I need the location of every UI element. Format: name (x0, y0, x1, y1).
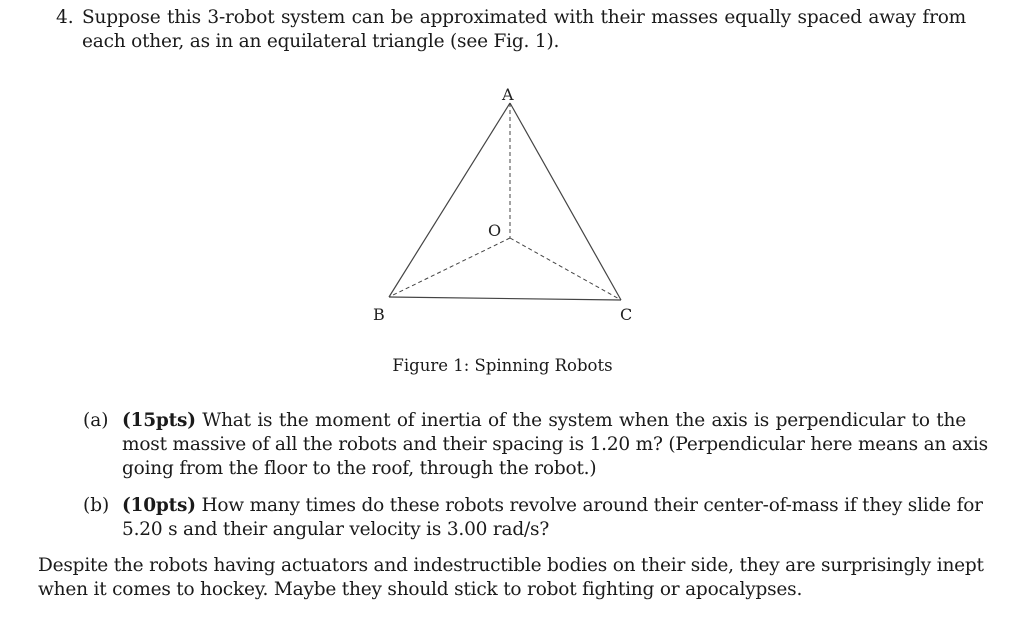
triangle-figure (360, 82, 660, 327)
edge-ac (510, 103, 621, 300)
part-b-points: (10pts) (122, 495, 196, 516)
vertex-b-label: B (373, 305, 385, 324)
part-b-label: (b) (83, 495, 110, 516)
part-b-line-1-text: How many times do these robots revolve around their center-of-mass if they slide for (201, 495, 983, 516)
edge-ab (389, 103, 510, 297)
edge-bc (389, 297, 621, 300)
part-a-label: (a) (83, 410, 109, 431)
problem-intro-line-2: each other, as in an equilateral triangle (see Fig. 1). (82, 31, 560, 52)
part-a-points: (15pts) (122, 410, 196, 431)
part-b-line-2: 5.20 s and their angular velocity is 3.00 rad/s? (122, 519, 550, 540)
problem-intro-line-1: Suppose this 3-robot system can be approximated with their masses equally spaced away from (82, 7, 966, 28)
closing-line-2: when it comes to hockey. Maybe they should stick to robot fighting or apocalypses. (38, 579, 803, 600)
figure-caption: Figure 1: Spinning Robots (392, 356, 613, 375)
vertex-a-label: A (502, 85, 514, 104)
dashed-oc (510, 238, 621, 300)
vertex-c-label: C (620, 305, 633, 324)
part-a-line-3: going from the floor to the roof, through the robot.) (122, 458, 597, 479)
closing-line-1: Despite the robots having actuators and indestructible bodies on their side, they are surprisingly inept (38, 555, 984, 576)
problem-number: 4. (56, 7, 74, 28)
part-a-line-2: most massive of all the robots and their spacing is 1.20 m? (Perpendicular here means an axis (122, 434, 988, 455)
part-a-line-1-text: What is the moment of inertia of the system when the axis is perpendicular to the (202, 410, 966, 431)
part-b-line-1 (122, 494, 983, 518)
center-o-label: O (488, 221, 502, 240)
part-a-line-1 (122, 409, 966, 433)
